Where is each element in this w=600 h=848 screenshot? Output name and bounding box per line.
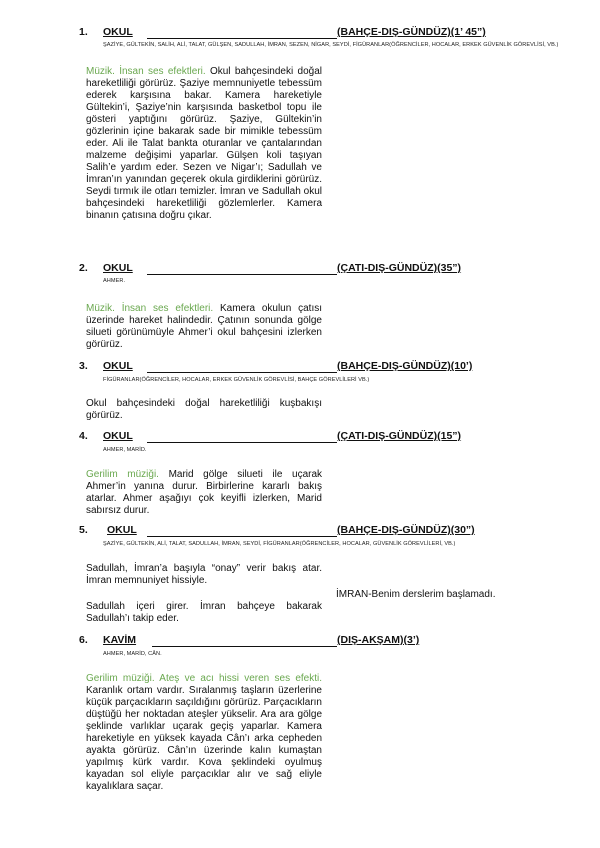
- scene-cast: AHMER, MARİD.: [103, 447, 147, 453]
- heading-rule: [147, 274, 337, 275]
- scene-location: OKUL: [103, 360, 133, 372]
- heading-rule: [147, 372, 337, 373]
- scene-effects: Gerilim müziği.: [86, 469, 159, 480]
- scene-action: Okul bahçesindeki doğal hareketliliği kuşbakışı görürüz.: [86, 398, 322, 421]
- scene-effects: Gerilim müziği. Ateş ve acı hissi veren ses efekti.: [86, 673, 322, 684]
- scene-slugline: (ÇATI-DIŞ-GÜNDÜZ)(35”): [337, 262, 462, 274]
- scene-effects: Müzik. İnsan ses efektleri.: [86, 66, 206, 77]
- scene-number: 1.: [79, 26, 88, 38]
- scene-number: 3.: [79, 360, 88, 372]
- scene-location: OKUL: [103, 430, 133, 442]
- scene-slugline: (DIŞ-AKŞAM)(3’): [337, 634, 420, 646]
- scene-action: Okul bahçesindeki doğal hareketliliği görürüz. Şaziye memnuniyetle tebessüm ederek karşısına bakar. Kamera hareketiyle Gültekin’i, Şaziye’nin karşısında basketbol topu ile gösteri yaptığını görürüz. Şaziye, Gültekin’in gözlerinin içine bakarak sade bir mimikle tebessüm eder. Ali ile Talat bankta oturanlar ve çantalarından malzeme değişimi yaparlar. Gülşen koli taşıyan Salih’e yardım eder. Sezen ve Nigar’ı; Sadullah ve İmran’ın yanından geçerek okula girdiklerini görürüz. Seydi tırmık ile otları temizler. İmran ve Sadullah okul bahçesindeki hareketliliği gözlemlerler. Kamera binanın çatısına doğru çıkar.: [86, 66, 322, 221]
- scene-description-2: [86, 601, 322, 625]
- scene-description: [86, 563, 322, 587]
- scene-action: Sadullah, İmran’a başıyla “onay” verir bakış atar. İmran memnuniyet hissiyle.: [86, 563, 322, 586]
- scene-description: [86, 303, 322, 351]
- scene-location: KAVİM: [103, 634, 137, 646]
- scene-location: OKUL: [103, 26, 133, 38]
- scene-effects: Müzik. İnsan ses efektleri.: [86, 303, 214, 314]
- heading-rule: [147, 442, 337, 443]
- scene-location: OKUL: [107, 524, 137, 536]
- scene-slugline: (BAHÇE-DIŞ-GÜNDÜZ)(1’ 45”): [337, 26, 486, 38]
- scene-cast: ŞAZİYE, GÜLTEKİN, SALİH, ALİ, TALAT, GÜLŞEN, SADULLAH, İMRAN, SEZEN, NİGAR, SEYDİ, FİGÜRANLAR(ÖĞRENCİLER, HOCALAR, ERKEK GÜVENLİK GÖREVLİSİ, VB.): [103, 42, 559, 48]
- scene-number: 5.: [79, 524, 88, 536]
- scene-description: [86, 673, 322, 793]
- scene-number: 4.: [79, 430, 88, 442]
- scene-action: Marid gölge silueti ile uçarak Ahmer’in yanına durur. Birbirlerine kararlı bakış atarlar. Ahmer aşağıyı çok keyifli izlerken, Marid sabırsız durur.: [86, 469, 323, 516]
- heading-rule: [147, 38, 337, 39]
- scene-cast: FİGÜRANLAR(ÖĞRENCİLER, HOCALAR, ERKEK GÜVENLİK GÖREVLİSİ, BAHÇE GÖREVLİLERİ VB.): [103, 377, 370, 383]
- heading-rule: [152, 646, 337, 647]
- scene-slugline: (BAHÇE-DIŞ-GÜNDÜZ)(10’): [337, 360, 473, 372]
- scene-action-2: Sadullah içeri girer. İmran bahçeye bakarak Sadullah’ı takip eder.: [86, 601, 322, 624]
- scene-action: Karanlık ortam vardır. Sıralanmış taşların üzerlerine küçük parçacıkların saçıldığını görürüz. Parçacıkların düştüğü her noktadan ateşler yükselir. Ara ara gölge şeklinde varlıklar uçarak geçiş yaparlar. Kamera hareketiyle en yüksek kayada Cân’ı arka cepheden ayakta görürüz. Cân’ın üzerinde kalın kumaştan yapılmış kürk vardır. Kova şeklindeki oyulmuş kayadan sol eliyle parçacıklar alır ve sağ eliyle kayalıklara saçar.: [86, 685, 322, 792]
- scene-action: Kamera okulun çatısı üzerinde hareket halindedir. Çatının sonunda gölge silueti görünümüyle Ahmer’i okul bahçesini izlerken görürüz.: [86, 303, 323, 350]
- scene-number: 2.: [79, 262, 88, 274]
- scene-description: [86, 398, 322, 422]
- heading-rule: [147, 536, 337, 537]
- scene-slugline: (ÇATI-DIŞ-GÜNDÜZ)(15”): [337, 430, 462, 442]
- scene-cast: AHMER, MARİD, CÂN.: [103, 651, 162, 657]
- scene-description: [86, 469, 322, 517]
- scene-cast: AHMER.: [103, 278, 126, 284]
- dialogue-line: İMRAN-Benim derslerim başlamadı.: [336, 589, 496, 600]
- scene-slugline: (BAHÇE-DIŞ-GÜNDÜZ)(30”): [337, 524, 475, 536]
- scene-cast: ŞAZİYE, GÜLTEKİN, ALİ, TALAT, SADULLAH, İMRAN, SEYDİ, FİGÜRANLAR(ÖĞRENCİLER, HOCALAR, GÜVENLİK GÖREVLİLERİ, VB.): [103, 541, 456, 547]
- scene-location: OKUL: [103, 262, 133, 274]
- scene-number: 6.: [79, 634, 88, 646]
- scene-description: [86, 66, 322, 222]
